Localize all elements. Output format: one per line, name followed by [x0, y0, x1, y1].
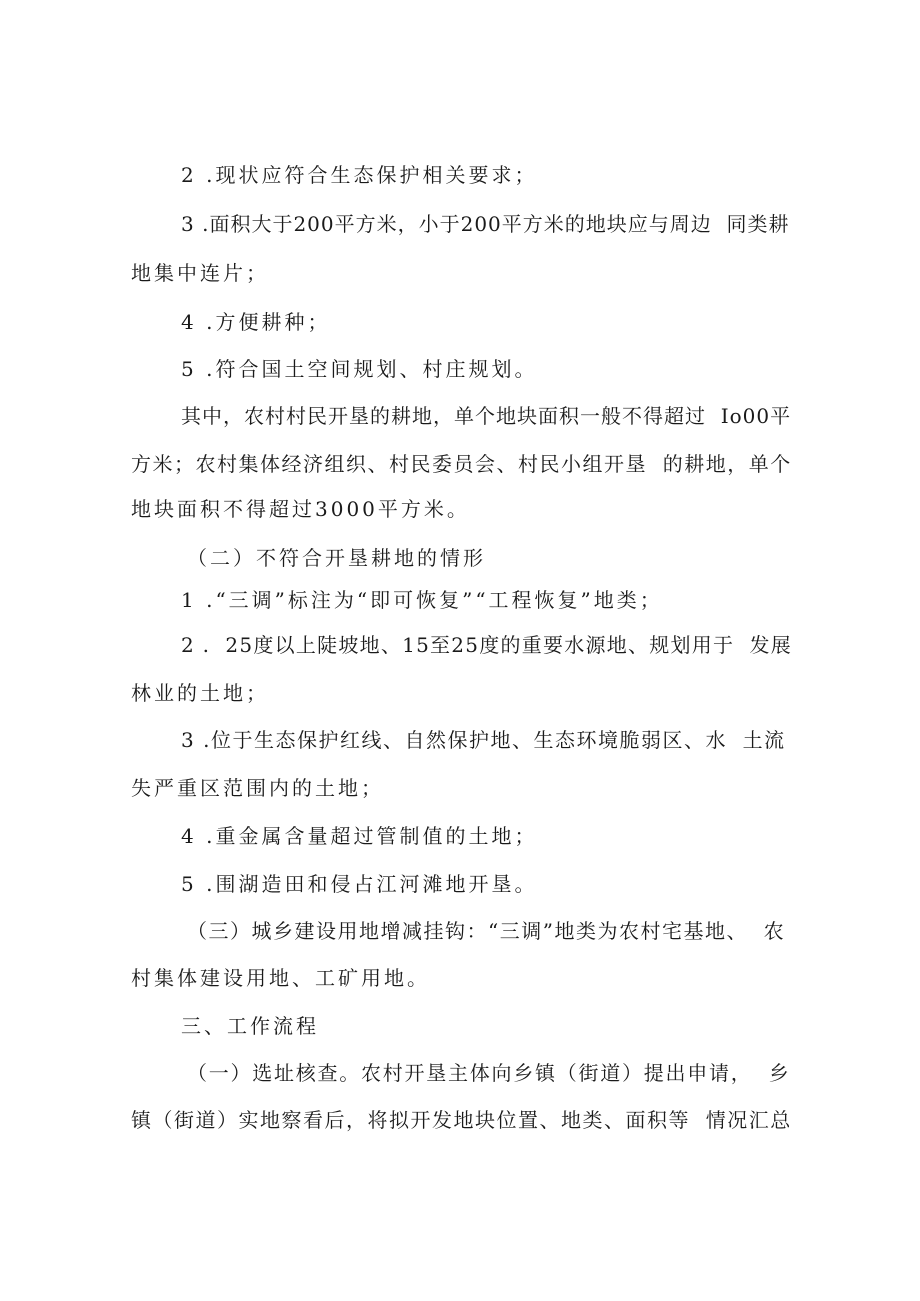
- text-line: 失严重区范围内的土地；: [131, 776, 384, 800]
- text-line: 地块面积不得超过3000平方米。: [131, 497, 470, 521]
- text-line: 5 .围湖造田和侵占江河滩地开垦。: [181, 872, 538, 896]
- section-heading: （一）选址核查。农村开垦主体向乡镇（街道）提出申请， 乡: [187, 1061, 791, 1085]
- chapter-heading: 三、工作流程: [181, 1014, 319, 1038]
- text-line: 4 .方便耕种；: [181, 310, 331, 334]
- text-line: 其中，农村村民开垦的耕地，单个地块面积一般不得超过 Io00平: [181, 404, 792, 428]
- text-line: 3 .位于生态保护红线、自然保护地、生态环境脆弱区、水 土流: [181, 728, 786, 752]
- text-line: 村集体建设用地、工矿用地。: [131, 966, 430, 990]
- text-line: 镇（街道）实地察看后，将拟开发地块位置、地类、面积等 情况汇总: [131, 1108, 792, 1132]
- section-heading: （二）不符合开垦耕地的情形: [187, 546, 486, 570]
- text-line: 2 . 25度以上陡坡地、15至25度的重要水源地、规划用于 发展: [181, 633, 792, 657]
- text-line: 1 .“三调”标注为“即可恢复”“工程恢复”地类；: [181, 588, 663, 612]
- text-line: 林业的土地；: [131, 681, 269, 705]
- text-line: 地集中连片；: [131, 261, 269, 285]
- text-line: 4 .重金属含量超过管制值的土地；: [181, 824, 538, 848]
- text-line: 方米；农村集体经济组织、村民委员会、村民小组开垦 的耕地，单个: [131, 452, 792, 476]
- text-line: 5 .符合国土空间规划、村庄规划。: [181, 357, 538, 381]
- text-line: 3 .面积大于200平方米，小于200平方米的地块应与周边 同类耕: [181, 212, 790, 236]
- section-heading: （三）城乡建设用地增减挂钩：“三调”地类为农村宅基地、 农: [187, 919, 786, 943]
- text-line: 2 .现状应符合生态保护相关要求；: [181, 163, 538, 187]
